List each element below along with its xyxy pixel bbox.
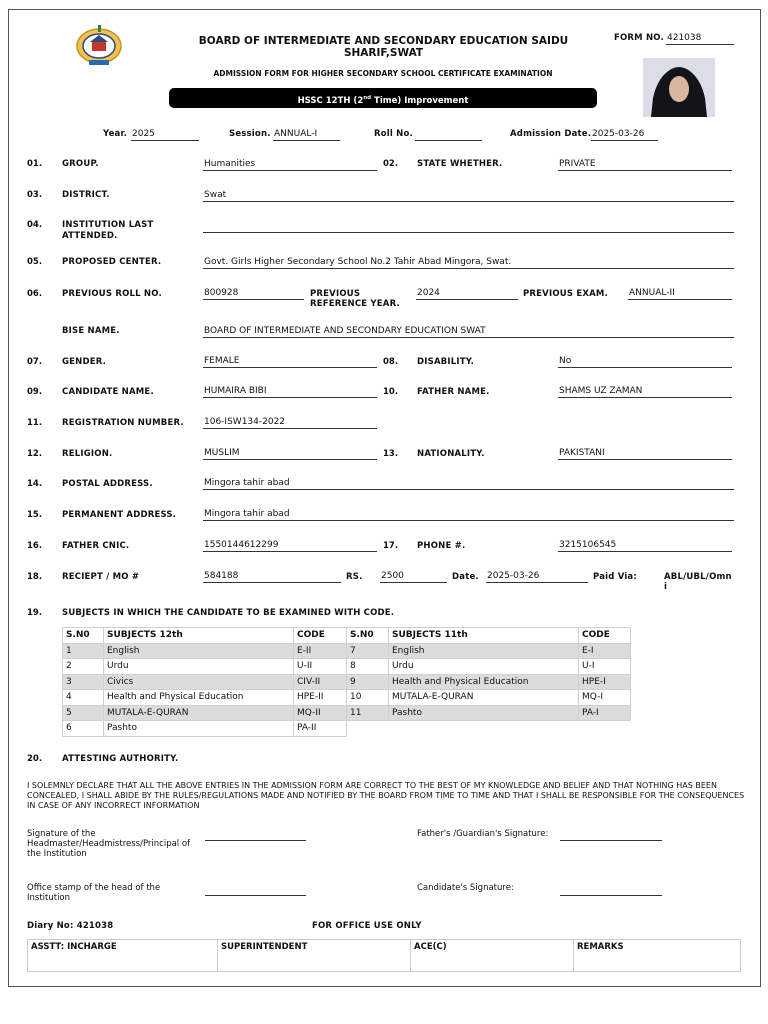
gender-label: GENDER. bbox=[62, 357, 107, 367]
bise-label: BISE NAME. bbox=[62, 326, 120, 336]
board-name: BOARD OF INTERMEDIATE AND SECONDARY EDUCATION SAIDU SHARIF,SWAT bbox=[198, 35, 569, 59]
table-row bbox=[28, 940, 741, 972]
declaration-text: I SOLEMNLY DECLARE THAT ALL THE ABOVE ENTRIES IN THE ADMISSION FORM ARE CORRECT TO THE BEST OF MY KNOWLEDGE AND BELIEF AND THAT NOTHING HAS BEEN CONCEALED, I SHALL ABIDE BY THE RULES/REGULATIONS MADE AND NOTIFIED BY THE BOARD FROM TIME TO TIME AND THAT I SHALL BE RESPONSIBLE FOR THE CONSEQUENCES IN CASE OF ANY INCORRECT INFORMATION bbox=[27, 781, 745, 810]
field-number: 17. bbox=[383, 541, 399, 551]
table-cell: U-II bbox=[294, 659, 347, 675]
col-header: CODE bbox=[579, 628, 631, 644]
disability-label: DISABILITY. bbox=[417, 357, 475, 367]
candidate-photo bbox=[643, 58, 715, 117]
field-number: 06. bbox=[27, 289, 43, 299]
prev-ref-label: PREVIOUS REFERENCE YEAR. bbox=[310, 289, 400, 309]
table-cell: English bbox=[104, 643, 294, 659]
postal-label: POSTAL ADDRESS. bbox=[62, 479, 153, 489]
registration-label: REGISTRATION NUMBER. bbox=[62, 418, 184, 428]
institution-value bbox=[203, 219, 734, 233]
receipt-label: RECIEPT / MO # bbox=[62, 572, 140, 582]
table-cell: PA-I bbox=[579, 705, 631, 721]
field-number: 04. bbox=[27, 220, 43, 230]
phone-label: PHONE #. bbox=[417, 541, 466, 551]
field-number: 10. bbox=[383, 387, 399, 397]
religion-label: RELIGION. bbox=[62, 449, 113, 459]
group-label: GROUP. bbox=[62, 159, 99, 169]
field-number: 05. bbox=[27, 257, 43, 267]
table-cell: 7 bbox=[347, 643, 389, 659]
date-label: Date. bbox=[452, 572, 479, 582]
table-cell: English bbox=[389, 643, 579, 659]
table-cell: 6 bbox=[63, 721, 104, 737]
disability-value: No bbox=[558, 354, 732, 368]
prev-roll-value: 800928 bbox=[203, 286, 304, 300]
state-label: STATE WHETHER. bbox=[417, 159, 503, 169]
field-number: 20. bbox=[27, 754, 43, 764]
table-cell bbox=[579, 721, 631, 737]
table-cell: Civics bbox=[104, 674, 294, 690]
religion-value: MUSLIM bbox=[203, 446, 377, 460]
prev-exam-label: PREVIOUS EXAM. bbox=[523, 289, 608, 299]
institution-label: INSTITUTION LAST ATTENDED. bbox=[62, 220, 154, 241]
office-col-assistant: ASSTT: INCHARGE bbox=[28, 940, 218, 972]
admission-date-label: Admission Date. bbox=[510, 129, 592, 139]
table-cell: 11 bbox=[347, 705, 389, 721]
session-label: Session. bbox=[229, 129, 271, 139]
board-logo bbox=[74, 24, 124, 66]
office-use-table bbox=[27, 939, 741, 972]
cnic-value: 1550144612299 bbox=[203, 538, 377, 552]
col-header: CODE bbox=[294, 628, 347, 644]
gender-value: FEMALE bbox=[203, 354, 377, 368]
form-no-value: 421038 bbox=[666, 31, 734, 45]
field-number: 09. bbox=[27, 387, 43, 397]
table-cell: MQ-II bbox=[294, 705, 347, 721]
office-col-ace: ACE(C) bbox=[411, 940, 574, 972]
col-header: S.N0 bbox=[347, 628, 389, 644]
field-number: 01. bbox=[27, 159, 43, 169]
office-stamp-line[interactable] bbox=[205, 895, 306, 896]
year-label: Year. bbox=[103, 129, 128, 139]
table-cell: Pashto bbox=[389, 705, 579, 721]
candidate-value: HUMAIRA BIBI bbox=[203, 384, 377, 398]
table-cell: PA-II bbox=[294, 721, 347, 737]
phone-value: 3215106545 bbox=[558, 538, 732, 552]
district-value: Swat bbox=[203, 188, 734, 202]
cnic-label: FATHER CNIC. bbox=[62, 541, 130, 551]
prev-exam-value: ANNUAL-II bbox=[628, 286, 732, 300]
candidate-signature-line[interactable] bbox=[560, 895, 662, 896]
field-number: 13. bbox=[383, 449, 399, 459]
guardian-signature-label: Father's /Guardian's Signature: bbox=[417, 829, 549, 839]
subjects-header-row bbox=[63, 628, 631, 644]
table-cell: Pashto bbox=[104, 721, 294, 737]
office-use-heading: FOR OFFICE USE ONLY bbox=[312, 921, 422, 931]
table-cell: Urdu bbox=[389, 659, 579, 675]
nationality-value: PAKISTANI bbox=[558, 446, 732, 460]
table-cell bbox=[389, 721, 579, 737]
col-header: S.N0 bbox=[63, 628, 104, 644]
field-number: 15. bbox=[27, 510, 43, 520]
subjects-table bbox=[62, 627, 631, 737]
office-col-remarks: REMARKS bbox=[574, 940, 741, 972]
center-value: Govt. Girls Higher Secondary School No.2 Tahir Abad Mingora, Swat. bbox=[203, 255, 734, 269]
paid-via-label: Paid Via: bbox=[593, 572, 637, 582]
bise-value: BOARD OF INTERMEDIATE AND SECONDARY EDUCATION SWAT bbox=[203, 324, 734, 338]
table-cell: CIV-II bbox=[294, 674, 347, 690]
field-number: 08. bbox=[383, 357, 399, 367]
table-cell: 4 bbox=[63, 690, 104, 706]
field-number: 14. bbox=[27, 479, 43, 489]
receipt-value: 584188 bbox=[203, 569, 341, 583]
nationality-label: NATIONALITY. bbox=[417, 449, 485, 459]
table-cell: Urdu bbox=[104, 659, 294, 675]
table-cell: HPE-II bbox=[294, 690, 347, 706]
table-row bbox=[63, 721, 631, 737]
father-label: FATHER NAME. bbox=[417, 387, 490, 397]
table-cell bbox=[347, 721, 389, 737]
rs-value: 2500 bbox=[380, 569, 447, 583]
state-value: PRIVATE bbox=[558, 157, 732, 171]
table-cell: MUTALA-E-QURAN bbox=[104, 705, 294, 721]
table-row bbox=[63, 674, 631, 690]
table-cell: 2 bbox=[63, 659, 104, 675]
table-cell: U-I bbox=[579, 659, 631, 675]
candidate-label: CANDIDATE NAME. bbox=[62, 387, 154, 397]
table-cell: 3 bbox=[63, 674, 104, 690]
field-number: 18. bbox=[27, 572, 43, 582]
father-value: SHAMS UZ ZAMAN bbox=[558, 384, 732, 398]
form-subtitle: ADMISSION FORM FOR HIGHER SECONDARY SCHOOL CERTIFICATE EXAMINATION bbox=[213, 69, 553, 78]
table-row bbox=[63, 659, 631, 675]
session-value: ANNUAL-I bbox=[273, 127, 340, 141]
exam-banner: HSSC 12TH (2nd Time) Improvement bbox=[169, 88, 597, 108]
prev-ref-value: 2024 bbox=[416, 286, 518, 300]
table-cell: HPE-I bbox=[579, 674, 631, 690]
table-row bbox=[63, 643, 631, 659]
field-number: 16. bbox=[27, 541, 43, 551]
postal-value: Mingora tahir abad bbox=[203, 476, 734, 490]
table-cell: MQ-I bbox=[579, 690, 631, 706]
prev-roll-label: PREVIOUS ROLL NO. bbox=[62, 289, 162, 299]
head-signature-line[interactable] bbox=[205, 840, 306, 841]
col-header: SUBJECTS 11th bbox=[389, 628, 579, 644]
permanent-value: Mingora tahir abad bbox=[203, 507, 734, 521]
table-cell: 10 bbox=[347, 690, 389, 706]
field-number: 19. bbox=[27, 608, 43, 618]
table-cell: 9 bbox=[347, 674, 389, 690]
candidate-signature-label: Candidate's Signature: bbox=[417, 883, 514, 893]
table-cell: 1 bbox=[63, 643, 104, 659]
paid-via-value: ABL/UBL/Omni bbox=[664, 572, 732, 592]
diary-number: Diary No: 421038 bbox=[27, 921, 114, 931]
rs-label: RS. bbox=[346, 572, 363, 582]
subjects-heading: SUBJECTS IN WHICH THE CANDIDATE TO BE EXAMINED WITH CODE. bbox=[62, 608, 395, 618]
roll-label: Roll No. bbox=[374, 129, 413, 139]
year-value: 2025 bbox=[131, 127, 199, 141]
attesting-heading: ATTESTING AUTHORITY. bbox=[62, 754, 179, 764]
col-header: SUBJECTS 12th bbox=[104, 628, 294, 644]
table-cell: Health and Physical Education bbox=[104, 690, 294, 706]
table-row bbox=[63, 690, 631, 706]
admission-date-value: 2025-03-26 bbox=[591, 127, 658, 141]
table-cell: 8 bbox=[347, 659, 389, 675]
field-number: 11. bbox=[27, 418, 43, 428]
date-value: 2025-03-26 bbox=[486, 569, 588, 583]
head-signature-label: Signature of the Headmaster/Headmistress/Principal of the Institution bbox=[27, 829, 191, 859]
table-row bbox=[63, 705, 631, 721]
office-col-superintendent: SUPERINTENDENT bbox=[218, 940, 411, 972]
table-cell: Health and Physical Education bbox=[389, 674, 579, 690]
group-value: Humanities bbox=[203, 157, 377, 171]
field-number: 02. bbox=[383, 159, 399, 169]
permanent-label: PERMANENT ADDRESS. bbox=[62, 510, 177, 520]
center-label: PROPOSED CENTER. bbox=[62, 257, 162, 267]
roll-value bbox=[415, 127, 482, 141]
guardian-signature-line[interactable] bbox=[560, 840, 662, 841]
field-number: 07. bbox=[27, 357, 43, 367]
form-no-label: FORM NO. bbox=[614, 33, 664, 43]
field-number: 03. bbox=[27, 190, 43, 200]
field-number: 12. bbox=[27, 449, 43, 459]
table-cell: MUTALA-E-QURAN bbox=[389, 690, 579, 706]
registration-value: 106-ISW134-2022 bbox=[203, 415, 377, 429]
office-stamp-label: Office stamp of the head of the Institution bbox=[27, 883, 161, 903]
table-cell: E-I bbox=[579, 643, 631, 659]
district-label: DISTRICT. bbox=[62, 190, 110, 200]
table-cell: 5 bbox=[63, 705, 104, 721]
table-cell: E-II bbox=[294, 643, 347, 659]
